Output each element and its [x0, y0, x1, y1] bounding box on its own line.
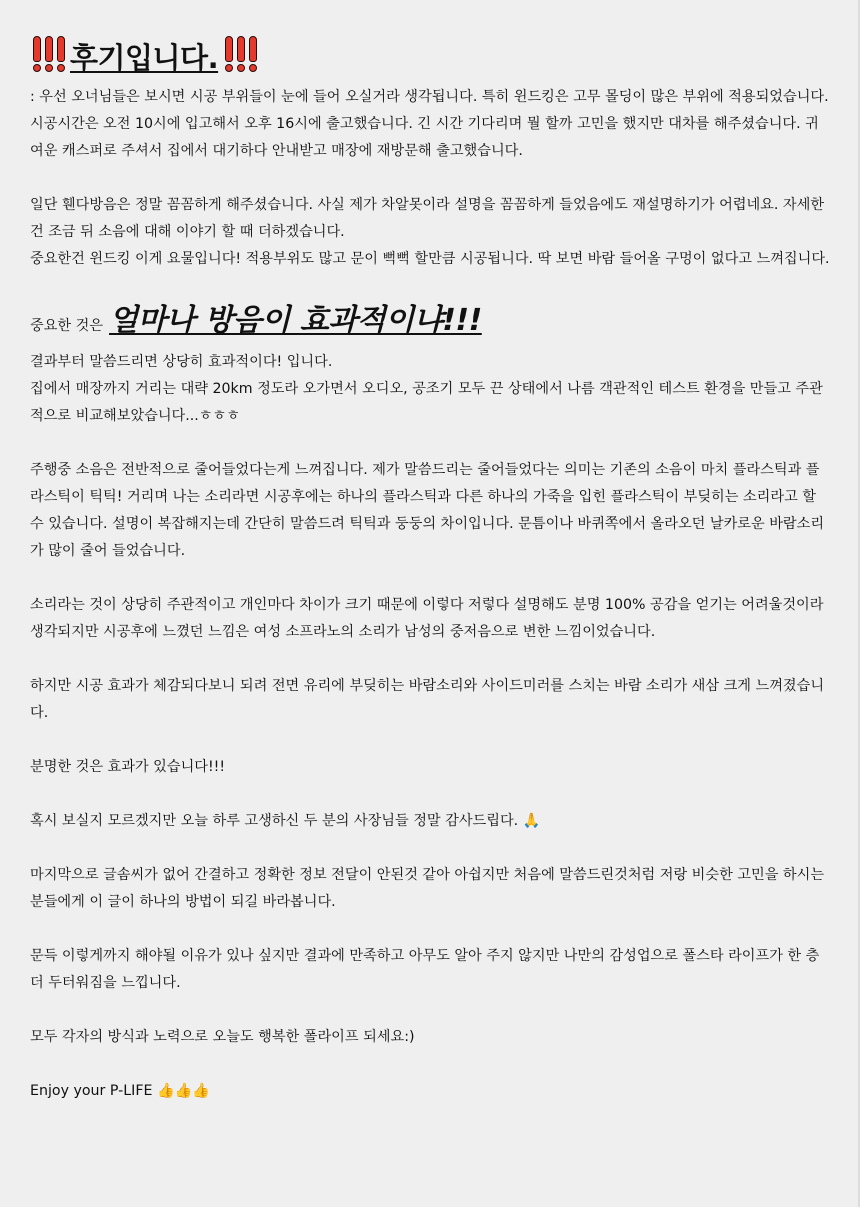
- post-body: [30, 84, 830, 1105]
- paragraph: 시공시간은 오전 10시에 입고해서 오후 16시에 출고했습니다. 긴 시간 기다리며 뭘 할까 고민을 했지만 대차를 해주셨습니다. 귀여운 캐스퍼로 주셔서 집에서 대기하다 안내받고 매장에 재방문해 출고했습니다.: [30, 116, 819, 159]
- title-text: 후기입니다.: [70, 40, 219, 75]
- paragraph: 모두 각자의 방식과 노력으로 오늘도 행복한 폴라이프 되세요:): [30, 1029, 415, 1045]
- exclamation-icon: [56, 36, 66, 72]
- paragraph: 문득 이렇게까지 해야될 이유가 있나 싶지만 결과에 만족하고 아무도 알아 주지 않지만 나만의 감성업으로 폴스타 라이프가 한 층 더 두터워짐을 느낍니다.: [30, 948, 820, 991]
- paragraph: 분명한 것은 효과가 있습니다!!!: [30, 759, 226, 775]
- paragraph: 집에서 매장까지 거리는 대략 20km 정도라 오가면서 오디오, 공조기 모두 끈 상태에서 나름 객관적인 테스트 환경을 만들고 주관적으로 비교해보았습니다...ㅎㅎㅎ: [30, 381, 823, 424]
- title-left-exclamation-icons: [32, 36, 68, 76]
- paragraph: Enjoy your P-LIFE 👍👍👍: [30, 1083, 210, 1099]
- post-title: [32, 30, 830, 82]
- paragraph: 혹시 보실지 모르겠지만 오늘 하루 고생하신 두 분의 사장님들 정말 감사드립다. 🙏: [30, 813, 541, 829]
- paragraph: 마지막으로 글솜씨가 없어 간결하고 정확한 정보 전달이 안된것 같아 아쉽지만 처음에 말씀드린것처럼 저랑 비슷한 고민을 하시는 분들에게 이 글이 하나의 방법이 되길 바라봅니다.: [30, 867, 825, 910]
- exclamation-icon: [224, 36, 234, 72]
- paragraph: 중요한건 윈드킹 이게 요물입니다! 적용부위도 많고 문이 뻑뻑 할만큼 시공됩니다. 딱 보면 바람 들어올 구멍이 없다고 느껴집니다.: [30, 251, 830, 267]
- exclamation-icon: [44, 36, 54, 72]
- paragraph: 결과부터 말씀드리면 상당히 효과적이다! 입니다.: [30, 354, 333, 370]
- emphasis-big-text: 얼마나 방음이 효과적이냐!!!: [109, 303, 482, 338]
- paragraph: : 우선 오너님들은 보시면 시공 부위들이 눈에 들어 오실거라 생각됩니다. 특히 윈드킹은 고무 몰딩이 많은 부위에 적용되었습니다.: [30, 89, 829, 105]
- exclamation-icon: [236, 36, 246, 72]
- paragraph: 소리라는 것이 상당히 주관적이고 개인마다 차이가 크기 때문에 이렇다 저렇다 설명해도 분명 100% 공감을 얻기는 어려울것이라 생각되지만 시공후에 느꼈던 느낌은 여성 소프라노의 소리가 남성의 중저음으로 변한 느낌이었습니다.: [30, 597, 824, 640]
- paragraph: 하지만 시공 효과가 체감되다보니 되려 전면 유리에 부딪히는 바람소리와 사이드미러를 스치는 바람 소리가 새삼 크게 느껴졌습니다.: [30, 678, 825, 721]
- emphasis-heading: [30, 303, 830, 349]
- exclamation-icon: [248, 36, 258, 72]
- emphasis-prefix: 중요한 것은: [30, 318, 104, 334]
- exclamation-icon: [32, 36, 42, 72]
- paragraph: 주행중 소음은 전반적으로 줄어들었다는게 느껴집니다. 제가 말씀드리는 줄어들었다는 의미는 기존의 소음이 마치 플라스틱과 플라스틱이 틱틱! 거리며 나는 소리라면 시공후에는 하나의 플라스틱과 다른 하나의 가죽을 입힌 플라스틱이 부딪히는 소리라고 할 수 있습니다. 설명이 복잡해지는데 간단히 말씀드려 틱틱과 둥둥의 차이입니다. 문틈이나 바퀴쪽에서 올라오던 날카로운 바람소리가 많이 줄어 들었습니다.: [30, 462, 825, 559]
- paragraph: 일단 휀다방음은 정말 꼼꼼하게 해주셨습니다. 사실 제가 차알못이라 설명을 꼼꼼하게 들었음에도 재설명하기가 어렵네요. 자세한건 조금 뒤 소음에 대해 이야기 할 때 더하겠습니다.: [30, 197, 825, 240]
- title-right-exclamation-icons: [224, 36, 260, 76]
